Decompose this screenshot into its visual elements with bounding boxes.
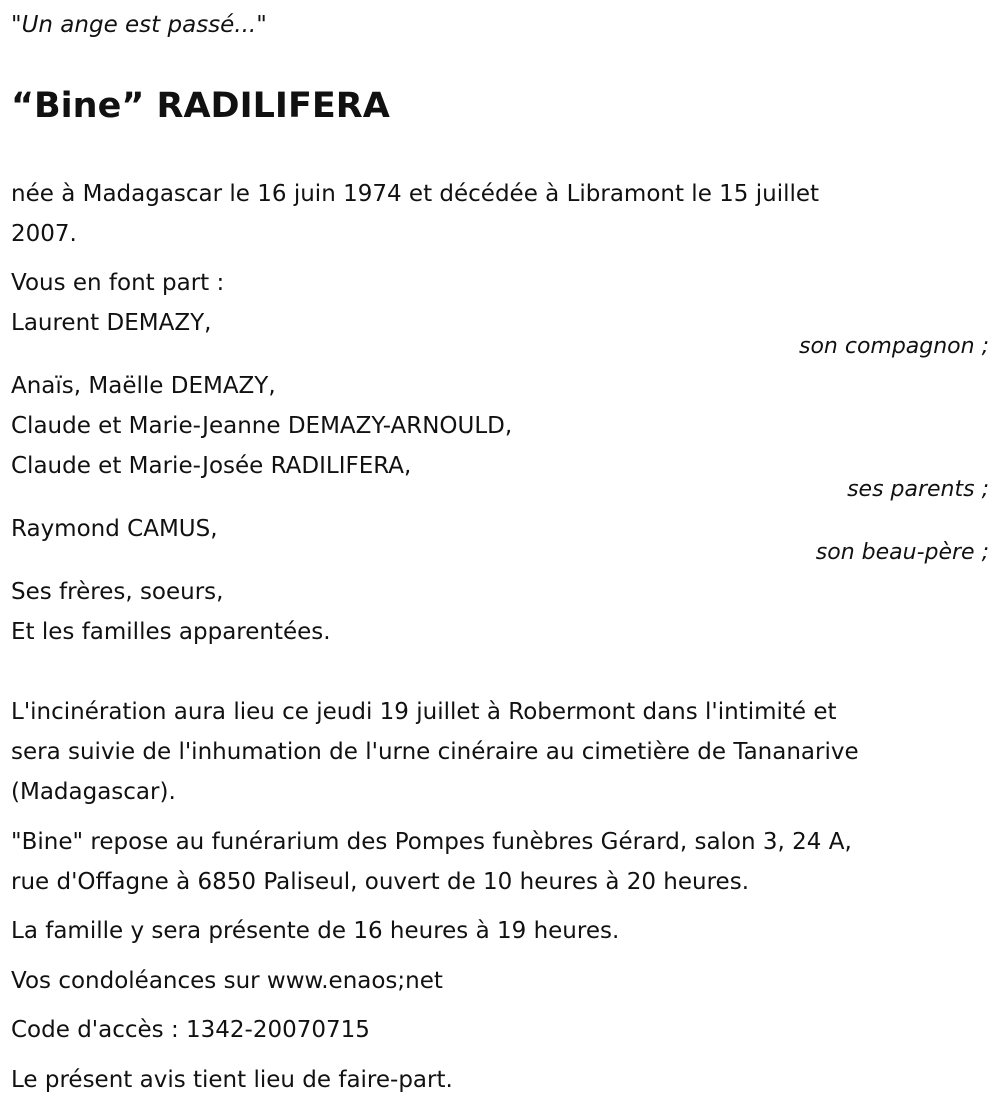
parent-line: Claude et Marie-Jeanne DEMAZY-ARNOULD, (11, 413, 513, 439)
announce-line: Vous en font part : (11, 270, 225, 296)
epigraph: "Un ange est passé..." (11, 12, 267, 38)
funerarium-line: "Bine" repose au funérarium des Pompes funèbres Gérard, salon 3, 24 A, (11, 829, 852, 855)
families-line: Et les familles apparentées. (11, 619, 331, 645)
companion-name: Laurent DEMAZY, (11, 310, 212, 336)
siblings-line: Ses frères, soeurs, (11, 579, 224, 605)
access-code-line: Code d'accès : 1342-20070715 (11, 1017, 370, 1043)
cremation-line: (Madagascar). (11, 779, 176, 805)
family-presence-line: La famille y sera présente de 16 heures à 19 heures. (11, 918, 620, 944)
stepfather-role: son beau-père ; (815, 540, 989, 565)
parents-role: ses parents ; (847, 477, 989, 502)
companion-role: son compagnon ; (798, 334, 989, 359)
closing-line: Le présent avis tient lieu de faire-part. (11, 1067, 453, 1093)
parent-line: Claude et Marie-Josée RADILIFERA, (11, 453, 412, 479)
funerarium-line: rue d'Offagne à 6850 Paliseul, ouvert de 10 heures à 20 heures. (11, 869, 749, 895)
cremation-line: sera suivie de l'inhumation de l'urne cinéraire au cimetière de Tananarive (11, 739, 859, 765)
birth-death-line-1: née à Madagascar le 16 juin 1974 et décédée à Libramont le 15 juillet (11, 181, 820, 207)
deceased-name-title: “Bine” RADILIFERA (11, 86, 390, 126)
parent-line: Anaïs, Maëlle DEMAZY, (11, 373, 276, 399)
stepfather-name: Raymond CAMUS, (11, 516, 218, 542)
cremation-line: L'incinération aura lieu ce jeudi 19 juillet à Robermont dans l'intimité et (11, 699, 837, 725)
birth-death-line-2: 2007. (11, 221, 77, 247)
condolences-line: Vos condoléances sur www.enaos;net (11, 968, 443, 994)
